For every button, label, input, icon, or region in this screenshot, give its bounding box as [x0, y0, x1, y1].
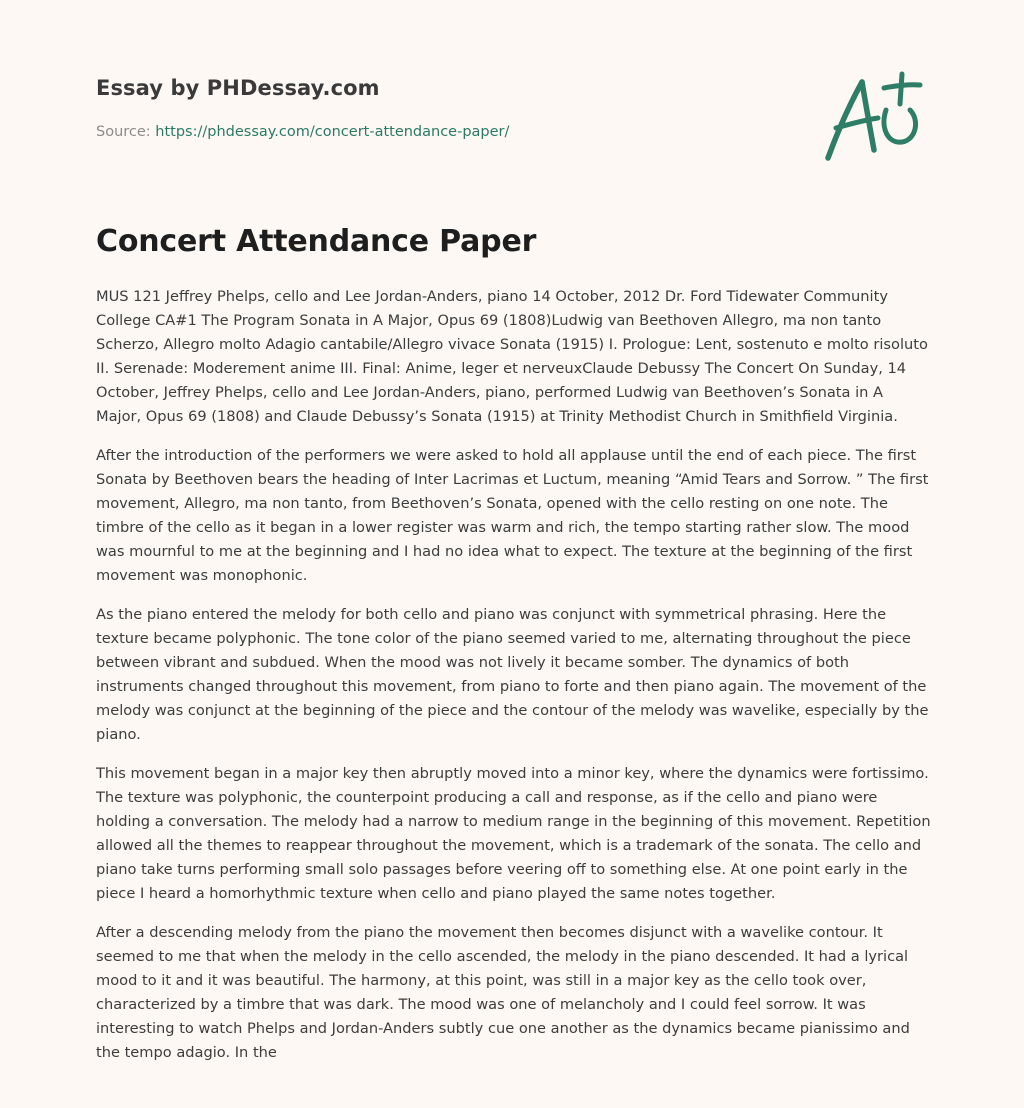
source-label: Source: — [96, 124, 156, 140]
article-paragraph: MUS 121 Jeffrey Phelps, cello and Lee Jordan-Anders, piano 14 October, 2012 Dr. Ford Tidewater Community College CA#1 The Program Sonata in A Major, Opus 69 (1808)Ludwig van Beethoven Allegro, ma non tanto Scherzo, Allegro molto Adagio cantabile/Allegro vivace Sonata (1915) I. Prologue: Lent, sostenuto e molto risoluto II. Serenade: Moderement anime III. Final: Anime, leger et nerveuxClaude Debussy The Concert On Sunday, 14 October, Jeffrey Phelps, cello and Lee Jordan-Anders, piano, performed Ludwig van Beethoven’s Sonata in A Major, Opus 69 (1808) and Claude Debussy’s Sonata (1915) at Trinity Methodist Church in Smithfield Virginia. — [96, 288, 928, 425]
source-link[interactable]: https://phdessay.com/concert-attendance-paper/ — [155, 124, 510, 140]
article-paragraph: After the introduction of the performers we were asked to hold all applause until the end of each piece. The first Sonata by Beethoven bears the heading of Inter Lacrimas et Luctum, meaning “Amid Tears and Sorrow. ” The first movement, Allegro, ma non tanto, from Beethoven’s Sonata, opened with the cello resting on one note. The timbre of the cello as it began in a lower register was warm and rich, the tempo starting rather slow. The mood was mournful to me at the beginning and I had no idea what to expect. The texture at the beginning of the first movement was monophonic. — [96, 447, 929, 584]
article-paragraph: As the piano entered the melody for both cello and piano was conjunct with symmetrical phrasing. Here the texture became polyphonic. The tone color of the piano seemed varied to me, alternating throughout the piece between vibrant and subdued. When the mood was not lively it became somber. The dynamics of both instruments changed throughout this movement, from piano to forte and then piano again. The movement of the melody was conjunct at the beginning of the piece and the contour of the melody was wavelike, especially by the piano. — [96, 606, 929, 743]
article-paragraph: After a descending melody from the piano the movement then becomes disjunct with a wavelike contour. It seemed to me that when the melody in the cello ascended, the melody in the piano descended. It had a lyrical mood to it and it was beautiful. The harmony, at this point, was still in a major key as the cello took over, characterized by a timbre that was dark. The mood was one of melancholy and I could feel sorrow. It was interesting to watch Phelps and Jordan-Anders subtly cue one another as the dynamics became pianissimo and the tempo adagio. In the — [96, 924, 910, 1061]
source-line — [96, 124, 509, 140]
article-title: Concert Attendance Paper — [96, 224, 537, 259]
a-plus-logo-icon — [816, 66, 926, 166]
article-paragraph: This movement began in a major key then abruptly moved into a minor key, where the dynamics were fortissimo. The texture was polyphonic, the counterpoint producing a call and response, as if the cello and piano were holding a conversation. The melody had a narrow to medium range in the beginning of this movement. Repetition allowed all the themes to reappear throughout the movement, which is a trademark of the sonata. The cello and piano take turns performing small solo passages before veering off to something else. At one point early in the piece I heard a homorhythmic texture when cello and piano played the same notes together. — [96, 765, 931, 902]
article-body — [96, 285, 932, 1080]
brand-name: Essay by PHDessay.com — [96, 76, 380, 100]
